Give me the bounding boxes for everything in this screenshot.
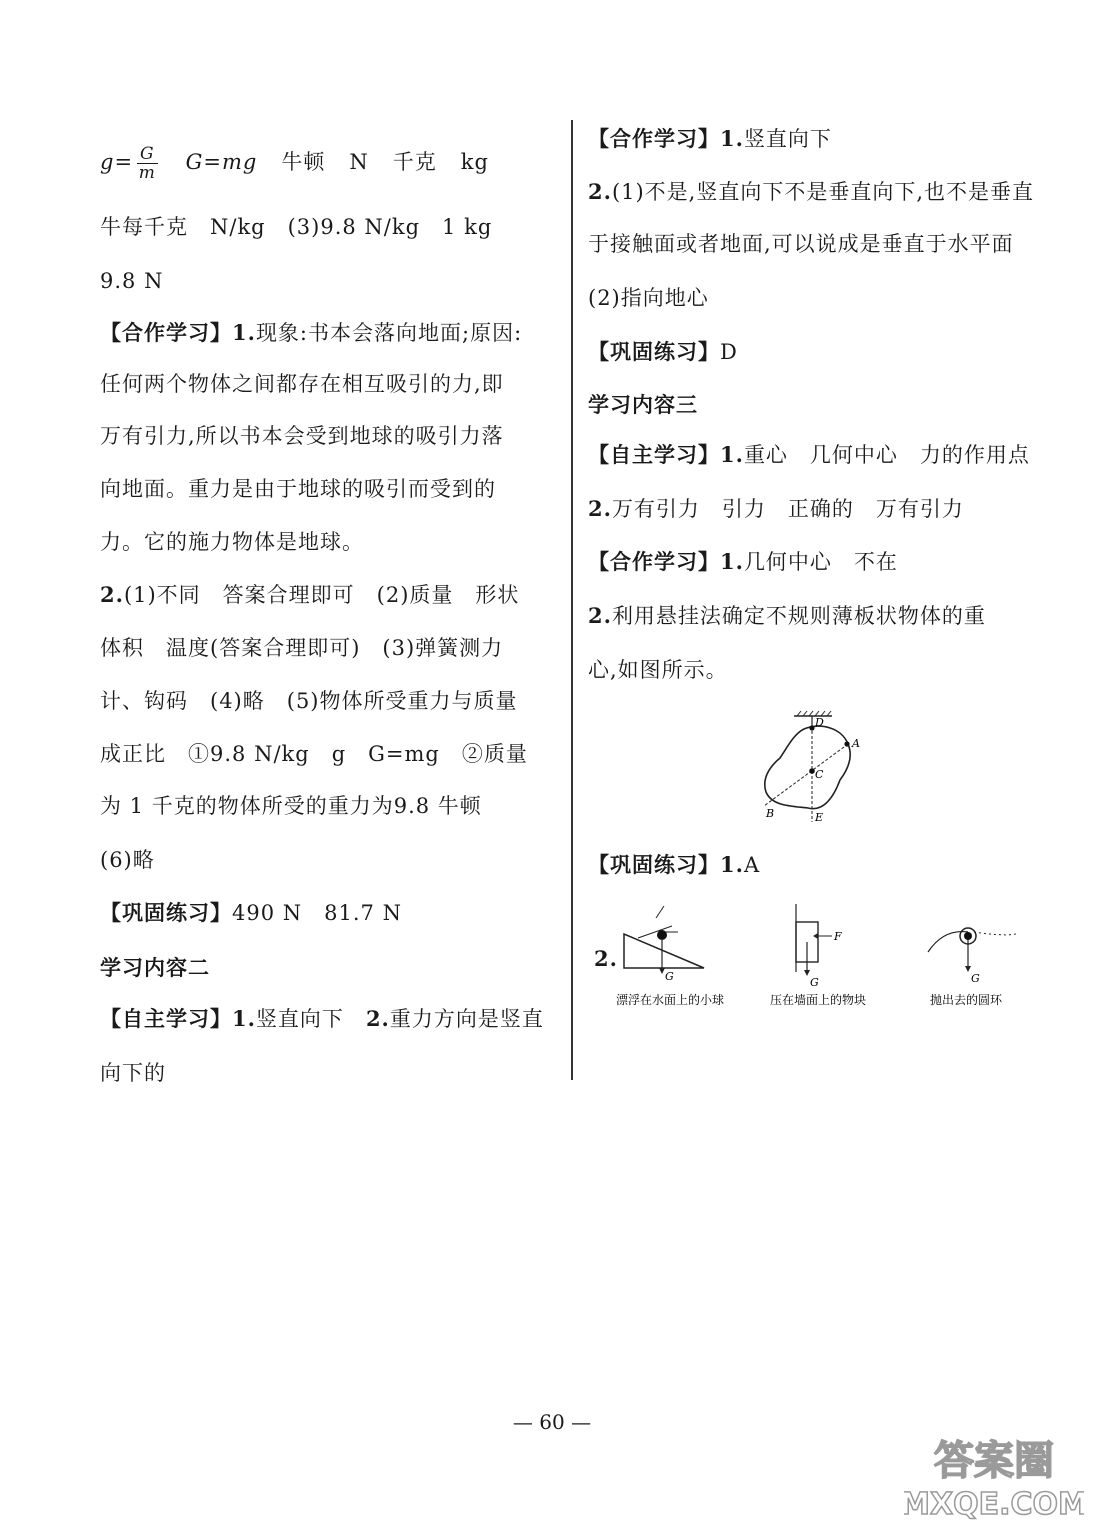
answer-text: 竖直向下 bbox=[743, 127, 832, 151]
floating-ball-diagram bbox=[616, 906, 724, 1007]
label-f: F bbox=[834, 930, 842, 943]
unit-newton-cn: 牛顿 bbox=[281, 150, 326, 174]
answer-line: 向下的 bbox=[100, 1061, 166, 1085]
answer-line: 心,如图所示。 bbox=[588, 658, 728, 682]
answer-text: (1)不是,竖直向下不是垂直向下,也不是垂直 bbox=[611, 180, 1035, 204]
caption-block-on-wall: 压在墙面上的物块 bbox=[770, 993, 867, 1007]
label-e: E bbox=[815, 811, 824, 824]
label-b: B bbox=[766, 807, 775, 820]
answer-line: 向地面。重力是由于地球的吸引而受到的 bbox=[100, 477, 496, 501]
suspension-diagram bbox=[750, 710, 870, 830]
answer-line: (6)略 bbox=[100, 848, 155, 872]
answer-line bbox=[588, 494, 964, 524]
answer-line bbox=[100, 1004, 544, 1034]
label-d: D bbox=[815, 716, 824, 729]
answer-text: (1)不同 答案合理即可 (2)质量 形状 bbox=[123, 583, 520, 607]
formula-g: g= bbox=[100, 150, 134, 174]
item-number: 2. bbox=[365, 1006, 390, 1031]
section-tag: 【合作学习】1. bbox=[588, 549, 744, 574]
answer-line: 万有引力,所以书本会受到地球的吸引力落 bbox=[100, 424, 504, 448]
fraction bbox=[137, 145, 158, 182]
item-number: 2. bbox=[588, 603, 612, 628]
answer-text: 现象:书本会落向地面;原因: bbox=[255, 321, 523, 345]
suspension-figure bbox=[750, 710, 870, 830]
label-g: G bbox=[971, 972, 980, 985]
block-on-wall-diagram bbox=[770, 904, 866, 1007]
label-g: G bbox=[665, 970, 674, 983]
formula-line bbox=[100, 145, 489, 182]
formula-gmg: G=mg bbox=[185, 150, 258, 174]
item-number: 2. bbox=[100, 582, 124, 607]
answer-line: 力。它的施力物体是地球。 bbox=[100, 530, 364, 554]
section-heading: 学习内容二 bbox=[100, 955, 210, 980]
answer-line bbox=[588, 601, 986, 631]
answer-text: D bbox=[720, 340, 738, 364]
item-number: 2. bbox=[588, 496, 612, 521]
fraction-denominator: m bbox=[138, 163, 156, 183]
caption-floating-ball: 漂浮在水面上的小球 bbox=[616, 993, 725, 1007]
answer-line: 牛每千克 N/kg (3)9.8 N/kg 1 kg bbox=[100, 215, 493, 239]
column-divider bbox=[571, 120, 573, 1080]
label-a: A bbox=[852, 737, 860, 750]
answer-line bbox=[588, 850, 760, 880]
answer-line bbox=[588, 547, 898, 577]
answer-line: 为 1 千克的物体所受的重力为9.8 牛顿 bbox=[100, 794, 482, 818]
caption-thrown-ring: 抛出去的圆环 bbox=[930, 993, 1003, 1007]
force-diagrams bbox=[612, 898, 1032, 1008]
answer-line bbox=[588, 440, 1030, 470]
page-number: — 60 — bbox=[512, 1410, 592, 1434]
label-g: G bbox=[810, 976, 819, 989]
watermark-logo-text: 答案圈 bbox=[934, 1438, 1054, 1484]
answer-text: 490 N 81.7 N bbox=[232, 901, 402, 925]
section-tag: 【自主学习】1. bbox=[588, 442, 744, 467]
section-tag: 【合作学习】1. bbox=[100, 320, 256, 345]
section-tag: 【合作学习】1. bbox=[588, 126, 744, 151]
answer-text: 万有引力 引力 正确的 万有引力 bbox=[611, 497, 964, 521]
section-heading: 学习内容三 bbox=[588, 392, 698, 417]
answer-line: (2)指向地心 bbox=[588, 286, 709, 310]
fraction-numerator: G bbox=[137, 145, 158, 164]
answer-line: 9.8 N bbox=[100, 269, 164, 293]
answer-line bbox=[588, 337, 738, 367]
answer-text: 竖直向下 bbox=[255, 1007, 366, 1031]
answer-text: 重心 几何中心 力的作用点 bbox=[743, 443, 1030, 467]
section-tag: 【巩固练习】 bbox=[588, 339, 720, 364]
unit-kg-cn: 千克 bbox=[392, 150, 437, 174]
answer-line: 计、钩码 (4)略 (5)物体所受重力与质量 bbox=[100, 689, 518, 713]
item-number: 2. bbox=[594, 946, 618, 971]
answer-text: A bbox=[743, 853, 761, 877]
section-tag: 【巩固练习】1. bbox=[588, 852, 744, 877]
label-c: C bbox=[815, 768, 824, 781]
unit-newton: N bbox=[349, 150, 369, 174]
answer-text: 重力方向是竖直 bbox=[389, 1007, 544, 1031]
answer-line bbox=[588, 124, 832, 154]
section-tag: 【自主学习】1. bbox=[100, 1006, 256, 1031]
answer-line: 于接触面或者地面,可以说成是垂直于水平面 bbox=[588, 232, 1014, 256]
answer-text: 几何中心 不在 bbox=[743, 550, 898, 574]
answer-line: 任何两个物体之间都存在相互吸引的力,即 bbox=[100, 372, 504, 396]
force-diagrams-svg bbox=[612, 898, 1032, 1008]
watermark-domain-text: MXQE.COM bbox=[904, 1487, 1084, 1522]
answer-line bbox=[100, 580, 519, 610]
section-tag: 【巩固练习】 bbox=[100, 900, 232, 925]
answer-line bbox=[588, 177, 1034, 207]
answer-line: 成正比 ①9.8 N/kg g G=mg ②质量 bbox=[100, 742, 528, 766]
answer-line: 体积 温度(答案合理即可) (3)弹簧测力 bbox=[100, 636, 504, 660]
unit-kg: kg bbox=[460, 150, 489, 174]
site-watermark bbox=[904, 1426, 1084, 1526]
answer-text: 利用悬挂法确定不规则薄板状物体的重 bbox=[611, 604, 986, 628]
answer-line bbox=[100, 898, 402, 928]
item-number: 2. bbox=[588, 179, 612, 204]
answer-line bbox=[100, 318, 522, 348]
thrown-ring-diagram bbox=[928, 928, 1016, 1007]
